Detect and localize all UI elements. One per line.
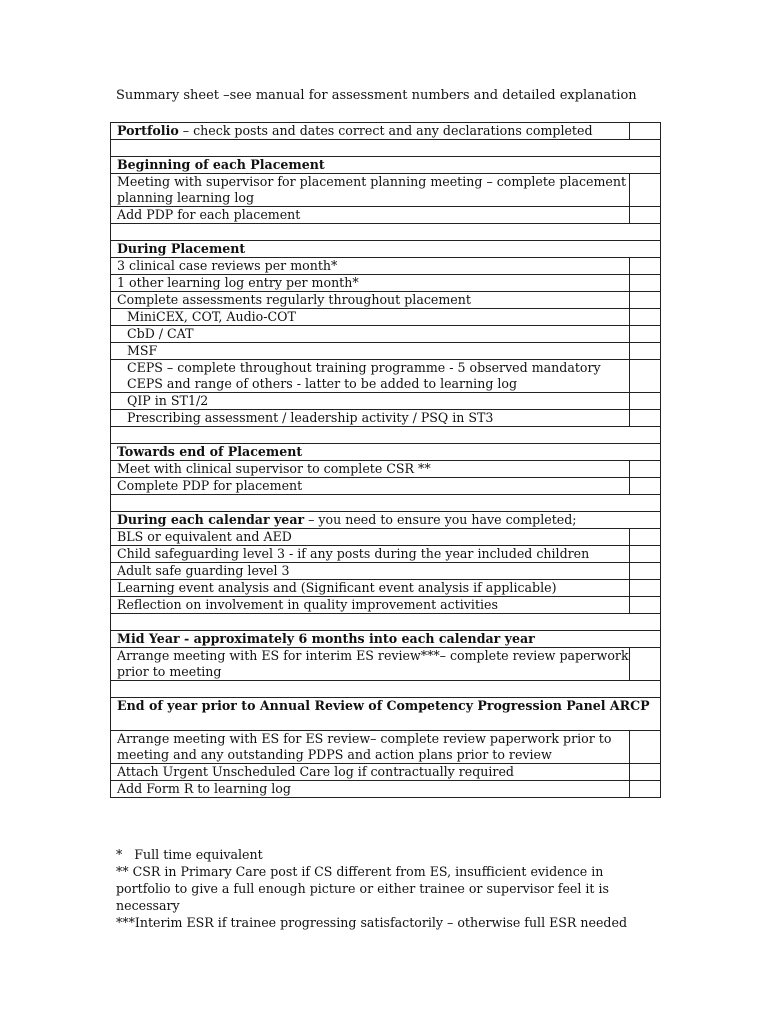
spacer-row: [111, 140, 661, 157]
checkbox-cell[interactable]: [630, 258, 661, 275]
row-text: Complete assessments regularly throughout placement: [117, 292, 471, 307]
checklist-row: [111, 731, 661, 764]
section-header-row: [111, 444, 661, 461]
checklist-item-cell: [111, 764, 630, 781]
checklist-row: [111, 529, 661, 546]
section-header-cell: [111, 157, 661, 174]
row-text: Add PDP for each placement: [117, 207, 301, 222]
checklist-row: [111, 207, 661, 224]
checklist-row: [111, 343, 661, 360]
section-header-row: [111, 698, 661, 731]
footnote-3: ***Interim ESR if trainee progressing satisfactorily – otherwise full ESR needed: [116, 915, 628, 930]
checkbox-cell[interactable]: [630, 478, 661, 495]
summary-heading: Summary sheet –see manual for assessment numbers and detailed explanation: [116, 88, 637, 103]
checkbox-cell[interactable]: [630, 275, 661, 292]
checklist-item-cell: [111, 207, 630, 224]
checklist-row: [111, 461, 661, 478]
spacer-row: [111, 681, 661, 698]
row-text: Meet with clinical supervisor to complete CSR **: [117, 461, 431, 476]
spacer-cell: [111, 681, 661, 698]
summary-checklist-table: [110, 122, 661, 798]
checklist-item-cell: [111, 326, 630, 343]
checklist-item-cell: [111, 123, 630, 140]
checkbox-cell[interactable]: [630, 648, 661, 681]
checklist-row: [111, 764, 661, 781]
checklist-row: [111, 410, 661, 427]
row-text: QIP in ST1/2: [127, 393, 209, 408]
checkbox-cell[interactable]: [630, 529, 661, 546]
row-text: Child safeguarding level 3 - if any posts during the year included children: [117, 546, 590, 561]
checkbox-cell[interactable]: [630, 207, 661, 224]
row-bold-label: Portfolio: [117, 123, 179, 138]
spacer-row: [111, 224, 661, 241]
checklist-row: [111, 292, 661, 309]
checklist-item-cell: [111, 360, 630, 393]
checkbox-cell[interactable]: [630, 597, 661, 614]
checkbox-cell[interactable]: [630, 580, 661, 597]
row-text: CEPS – complete throughout training programme - 5 observed mandatory CEPS and range of others - latter to be added to learning log: [127, 360, 601, 391]
checkbox-cell[interactable]: [630, 410, 661, 427]
checklist-item-cell: [111, 309, 630, 326]
row-bold-label: Towards end of Placement: [117, 444, 303, 459]
checklist-item-cell: [111, 174, 630, 207]
checklist-row: [111, 123, 661, 140]
spacer-row: [111, 614, 661, 631]
checklist-item-cell: [111, 648, 630, 681]
row-text: – you need to ensure you have completed;: [304, 512, 577, 527]
row-text: Attach Urgent Unscheduled Care log if contractually required: [117, 764, 514, 779]
checkbox-cell[interactable]: [630, 563, 661, 580]
checkbox-cell[interactable]: [630, 461, 661, 478]
section-header-cell: [111, 631, 661, 648]
row-text: – check posts and dates correct and any declarations completed: [178, 123, 593, 138]
checklist-row: [111, 275, 661, 292]
section-header-cell: [111, 241, 661, 258]
checklist-row: [111, 781, 661, 798]
checklist-row: [111, 563, 661, 580]
checklist-item-cell: [111, 546, 630, 563]
section-header-cell: [111, 444, 661, 461]
row-text: Learning event analysis and (Significant event analysis if applicable): [117, 580, 557, 595]
checklist-row: [111, 174, 661, 207]
row-text: Arrange meeting with ES for ES review– complete review paperwork prior to meeting and any outstanding PDPS and action plans prior to review: [117, 731, 612, 762]
spacer-cell: [111, 427, 661, 444]
checklist-item-cell: [111, 781, 630, 798]
row-text: MSF: [127, 343, 158, 358]
checklist-row: [111, 326, 661, 343]
row-text: CbD / CAT: [127, 326, 194, 341]
checklist-row: [111, 393, 661, 410]
checklist-item-cell: [111, 563, 630, 580]
row-text: Add Form R to learning log: [117, 781, 291, 796]
checklist-item-cell: [111, 529, 630, 546]
section-header-row: [111, 512, 661, 529]
checkbox-cell[interactable]: [630, 764, 661, 781]
checklist-item-cell: [111, 343, 630, 360]
checkbox-cell[interactable]: [630, 781, 661, 798]
checklist-item-cell: [111, 292, 630, 309]
checkbox-cell[interactable]: [630, 309, 661, 326]
row-text: Meeting with supervisor for placement planning meeting – complete placement planning learning log: [117, 174, 627, 205]
checkbox-cell[interactable]: [630, 174, 661, 207]
row-text: 1 other learning log entry per month*: [117, 275, 359, 290]
checkbox-cell[interactable]: [630, 123, 661, 140]
checklist-item-cell: [111, 393, 630, 410]
checkbox-cell[interactable]: [630, 292, 661, 309]
footnote-2: ** CSR in Primary Care post if CS different from ES, insufficient evidence in portfolio to give a full enough picture or either trainee or supervisor feel it is necessary: [116, 864, 613, 913]
row-text: Reflection on involvement in quality improvement activities: [117, 597, 498, 612]
row-text: Arrange meeting with ES for interim ES review***– complete review paperwork prior to meeting: [117, 648, 629, 679]
checklist-row: [111, 580, 661, 597]
section-header-cell: [111, 512, 661, 529]
checklist-row: [111, 360, 661, 393]
section-header-row: [111, 631, 661, 648]
checklist-row: [111, 597, 661, 614]
checklist-item-cell: [111, 478, 630, 495]
section-header-row: [111, 241, 661, 258]
checklist-item-cell: [111, 580, 630, 597]
checkbox-cell[interactable]: [630, 393, 661, 410]
checkbox-cell[interactable]: [630, 343, 661, 360]
row-text: Complete PDP for placement: [117, 478, 303, 493]
checklist-item-cell: [111, 731, 630, 764]
checklist-item-cell: [111, 258, 630, 275]
checklist-row: [111, 309, 661, 326]
row-text: Adult safe guarding level 3: [117, 563, 290, 578]
checklist-item-cell: [111, 410, 630, 427]
footnotes: [116, 846, 656, 931]
checkbox-cell[interactable]: [630, 731, 661, 764]
checkbox-cell[interactable]: [630, 546, 661, 563]
spacer-cell: [111, 495, 661, 512]
row-bold-label: During Placement: [117, 241, 246, 256]
section-header-cell: [111, 698, 661, 731]
checkbox-cell[interactable]: [630, 360, 661, 393]
row-text: BLS or equivalent and AED: [117, 529, 292, 544]
row-bold-label: During each calendar year: [117, 512, 305, 527]
checklist-item-cell: [111, 461, 630, 478]
row-text: 3 clinical case reviews per month*: [117, 258, 338, 273]
row-bold-label: Beginning of each Placement: [117, 157, 325, 172]
spacer-row: [111, 495, 661, 512]
row-bold-label: Mid Year - approximately 6 months into each calendar year: [117, 631, 535, 646]
row-bold-label: End of year prior to Annual Review of Competency Progression Panel ARCP: [117, 698, 650, 713]
row-text: MiniCEX, COT, Audio-COT: [127, 309, 296, 324]
checklist-row: [111, 478, 661, 495]
spacer-cell: [111, 140, 661, 157]
checklist-item-cell: [111, 597, 630, 614]
spacer-cell: [111, 224, 661, 241]
checklist-row: [111, 258, 661, 275]
footnote-1: * Full time equivalent: [116, 847, 263, 862]
checklist-row: [111, 546, 661, 563]
checklist-item-cell: [111, 275, 630, 292]
checkbox-cell[interactable]: [630, 326, 661, 343]
checklist-row: [111, 648, 661, 681]
spacer-cell: [111, 614, 661, 631]
row-text: Prescribing assessment / leadership activity / PSQ in ST3: [127, 410, 494, 425]
section-header-row: [111, 157, 661, 174]
spacer-row: [111, 427, 661, 444]
